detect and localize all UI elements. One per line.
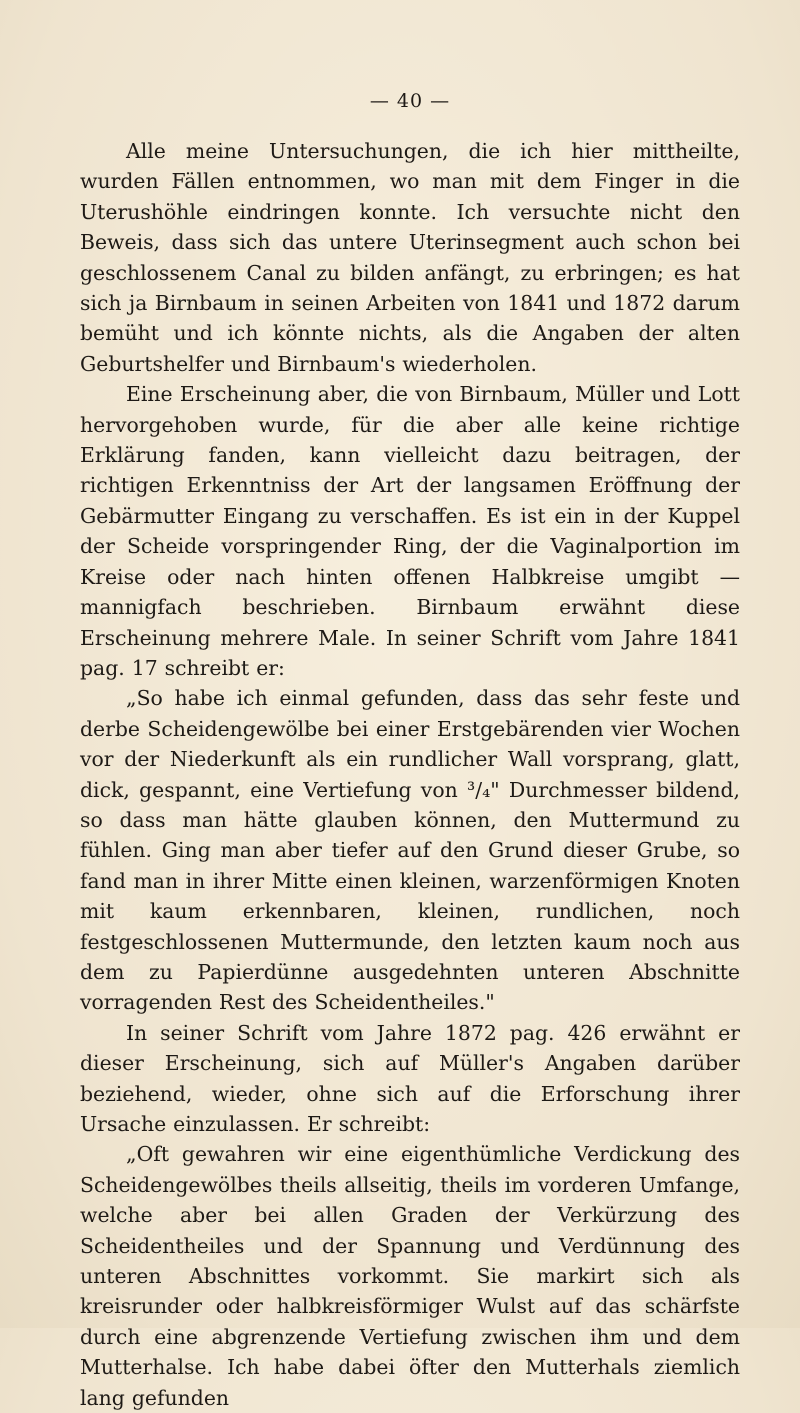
quote-birnbaum-1872: „Oft gewahren wir eine eigenthümliche Verdickung des Scheidengewölbes theils allseitig, theils im vorderen Umfange, welche aber bei allen Graden der Verkürzung des Scheidentheiles und der Spannung und Verdünnung des unteren Abschnittes vorkommt. Sie markirt sich als kreisrunder oder halbkreisförmiger Wulst auf das schärfste durch eine abgrenzende Vertiefung zwischen ihm und dem Mutterhalse. Ich habe dabei öfter den Mutterhals ziemlich lang gefunden — [80, 1142, 740, 1410]
page-number: — 40 — — [369, 90, 451, 112]
quote-birnbaum-1841: „So habe ich einmal gefunden, dass das sehr feste und derbe Scheidengewölbe bei einer Erstgebärenden vier Wochen vor der Niederkunft als ein rundlicher Wall vorsprang, glatt, dick, gespannt, eine Vertiefung von ³/₄" Durchmesser bildend, so dass man hätte glauben können, den Muttermund zu fühlen. Ging man aber tiefer auf den Grund dieser Grube, so fand man in ihrer Mitte einen kleinen, warzenförmigen Knoten mit kaum erkennbaren, kleinen, rundlichen, noch festgeschlossenen Muttermunde, den letzten kaum noch aus dem zu Papierdünne ausgedehnten unteren Abschnitte vorragenden Rest des Scheidentheiles." — [80, 686, 740, 1015]
paragraph-1: Alle meine Untersuchungen, die ich hier mittheilte, wurden Fällen entnommen, wo man mit dem Finger in die Uterushöhle eindringen konnte. Ich versuchte nicht den Beweis, dass sich das untere Uterinsegment auch schon bei geschlossenem Canal zu bilden anfängt, zu erbringen; es hat sich ja Birnbaum in seinen Arbeiten von 1841 und 1872 darum bemüht und ich könnte nichts, als die Angaben der alten Geburtshelfer und Birnbaum's wiederholen. — [80, 139, 740, 376]
paragraph-2: Eine Erscheinung aber, die von Birnbaum, Müller und Lott hervorgehoben wurde, für die aber alle keine richtige Erklärung fanden, kann vielleicht dazu beitragen, der richtigen Erkenntniss der Art der langsamen Eröffnung der Gebärmutter Eingang zu verschaffen. Es ist ein in der Kuppel der Scheide vorspringender Ring, der die Vaginalportion im Kreise oder nach hinten offenen Halbkreise umgibt — mannigfach beschrieben. Birnbaum erwähnt diese Erscheinung mehrere Male. In seiner Schrift vom Jahre 1841 pag. 17 schreibt er: — [80, 382, 740, 680]
book-page — [80, 88, 740, 1413]
paragraph-3: In seiner Schrift vom Jahre 1872 pag. 426 erwähnt er dieser Erscheinung, sich auf Müller's Angaben darüber beziehend, wieder, ohne sich auf die Erforschung ihrer Ursache einzulassen. Er schreibt: — [80, 1020, 740, 1136]
